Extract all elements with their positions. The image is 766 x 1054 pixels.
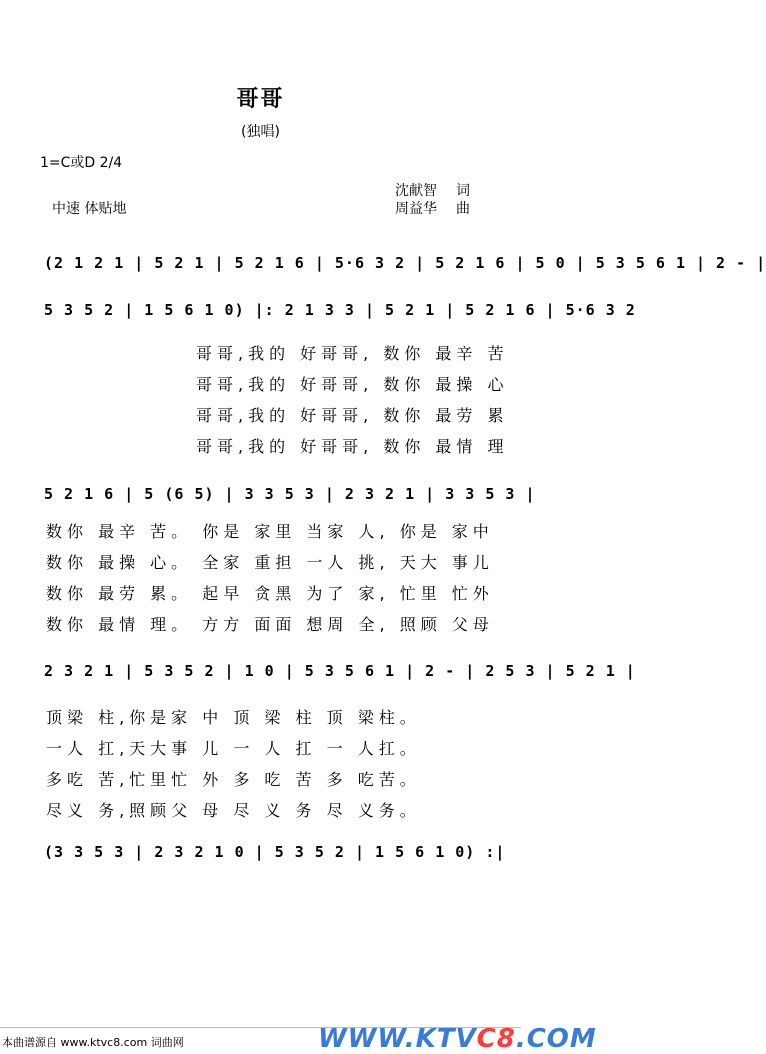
score-line: 5 2 1 6 | 5 (6 5) | 3 3 5 3 | 2 3 2 1 | 3 3 5 3 | bbox=[44, 485, 536, 503]
key-signature: 1=C或D 2/4 bbox=[40, 155, 123, 171]
lyricist-role: 词 bbox=[456, 183, 470, 199]
lyric-line: 哥哥,我的 好哥哥, 数你 最操 心 bbox=[196, 375, 509, 394]
lyric-line: 数你 最劳 累。 起早 贪黑 为了 家, 忙里 忙外 bbox=[46, 584, 494, 603]
score-line: (2 1 2 1 | 5 2 1 | 5 2 1 6 | 5·6 3 2 | 5 2 1 6 | 5 0 | 5 3 5 6 1 | 2 - | bbox=[44, 254, 766, 272]
lyric-line: 一人 扛,天大事 儿 一 人 扛 一 人扛。 bbox=[46, 739, 421, 758]
logo-part: .COM bbox=[515, 1024, 597, 1054]
song-title: 哥哥 bbox=[236, 87, 285, 112]
score-line: 2 3 2 1 | 5 3 5 2 | 1 0 | 5 3 5 6 1 | 2 - | 2 5 3 | 5 2 1 | bbox=[44, 662, 636, 680]
logo-part: WWW.KTV bbox=[318, 1024, 477, 1054]
site-logo[interactable] bbox=[318, 1024, 597, 1054]
lyricist-name: 沈献智 bbox=[395, 183, 437, 199]
logo-part: C8 bbox=[476, 1024, 516, 1054]
lyric-line: 哥哥,我的 好哥哥, 数你 最辛 苦 bbox=[196, 344, 509, 363]
lyric-line: 数你 最情 理。 方方 面面 想周 全, 照顾 父母 bbox=[46, 615, 494, 634]
tempo-marking: 中速 体贴地 bbox=[52, 201, 127, 217]
lyric-line: 多吃 苦,忙里忙 外 多 吃 苦 多 吃苦。 bbox=[46, 770, 421, 789]
lyric-line: 数你 最辛 苦。 你是 家里 当家 人, 你是 家中 bbox=[46, 522, 494, 541]
footer-source-text: 本曲谱源自 www.ktvc8.com 词曲网 bbox=[2, 1036, 184, 1049]
composer-name: 周益华 bbox=[395, 201, 437, 217]
song-subtitle: (独唱) bbox=[241, 124, 280, 140]
lyric-line: 哥哥,我的 好哥哥, 数你 最劳 累 bbox=[196, 406, 509, 425]
lyric-line: 顶梁 柱,你是家 中 顶 梁 柱 顶 梁柱。 bbox=[46, 708, 421, 727]
score-line: 5 3 5 2 | 1 5 6 1 0) |: 2 1 3 3 | 5 2 1 | 5 2 1 6 | 5·6 3 2 bbox=[44, 301, 636, 319]
composer-role: 曲 bbox=[456, 201, 470, 217]
lyric-line: 尽义 务,照顾父 母 尽 义 务 尽 义务。 bbox=[46, 801, 421, 820]
score-line: (3 3 5 3 | 2 3 2 1 0 | 5 3 5 2 | 1 5 6 1 0) :| bbox=[44, 843, 506, 861]
lyric-line: 哥哥,我的 好哥哥, 数你 最情 理 bbox=[196, 437, 509, 456]
lyric-line: 数你 最操 心。 全家 重担 一人 挑, 天大 事儿 bbox=[46, 553, 494, 572]
